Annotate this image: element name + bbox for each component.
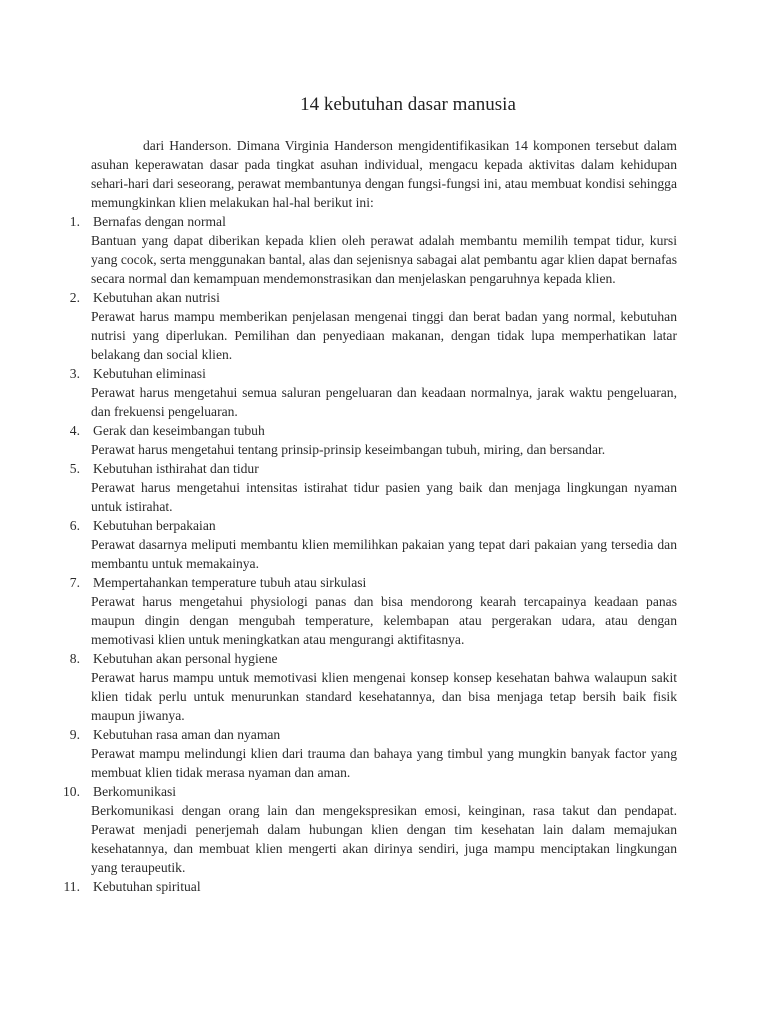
list-item — [0, 725, 768, 782]
document-title: 14 kebutuhan dasar manusia — [300, 94, 516, 115]
item-number: 10. — [63, 784, 80, 799]
item-heading — [0, 877, 768, 896]
item-label: Gerak dan keseimbangan tubuh — [93, 423, 265, 438]
item-heading — [0, 649, 768, 668]
item-description: Perawat harus mengetahui tentang prinsip-prinsip keseimbangan tubuh, miring, dan bersandar. — [91, 442, 606, 457]
item-description: Perawat harus mengetahui semua saluran pengeluaran dan keadaan normalnya, jarak waktu pengeluaran, dan frekuensi pengeluaran. — [91, 385, 677, 419]
item-heading — [0, 212, 768, 231]
item-description: Perawat mampu melindungi klien dari trauma dan bahaya yang timbul yang mungkin banyak factor yang membuat klien tidak merasa nyaman dan aman. — [91, 746, 677, 780]
list-item — [0, 364, 768, 421]
item-description: Perawat harus mampu untuk memotivasi klien mengenai konsep konsep kesehatan bahwa walaupun sakit klien tidak perlu untuk menurunkan standard kesehatannya, dan bisa menjaga tetap bersih baik fisik maupun jiwanya. — [91, 670, 677, 723]
item-number: 11. — [63, 879, 80, 894]
item-label: Kebutuhan akan personal hygiene — [93, 651, 278, 666]
item-label: Bernafas dengan normal — [93, 214, 226, 229]
list-item — [0, 649, 768, 725]
list-item — [0, 573, 768, 649]
item-label: Berkomunikasi — [93, 784, 177, 799]
item-number: 3. — [69, 366, 80, 381]
item-heading — [0, 288, 768, 307]
list-item — [0, 288, 768, 364]
item-label: Kebutuhan akan nutrisi — [93, 290, 220, 305]
item-heading — [0, 782, 768, 801]
list-item — [0, 516, 768, 573]
item-heading — [0, 516, 768, 535]
item-heading — [0, 364, 768, 383]
item-heading — [0, 459, 768, 478]
item-label: Mempertahankan temperature tubuh atau sirkulasi — [93, 575, 367, 590]
list-item — [0, 877, 768, 896]
item-description: Perawat harus mengetahui physiologi panas dan bisa mendorong kearah tercapainya keadaan panas maupun dingin dengan mengubah temperature, kelembapan atau pergerakan udara, atau dengan memotivasi klien untuk meningkatkan atau mengurangi aktifitasnya. — [91, 594, 677, 647]
item-number: 8. — [69, 651, 80, 666]
item-description: Bantuan yang dapat diberikan kepada klien oleh perawat adalah membantu memilih tempat tidur, kursi yang cocok, serta menggunakan bantal, alas dan sejenisnya sabagai alat pembantu agar klien dapat bernafas secara normal dan kemampuan mendemonstrasikan dan menjelaskan pengaruhnya kepada klien. — [91, 233, 677, 286]
needs-list — [0, 212, 768, 896]
list-item — [0, 212, 768, 288]
item-number: 2. — [69, 290, 80, 305]
list-item — [0, 421, 768, 459]
item-label: Kebutuhan rasa aman dan nyaman — [93, 727, 281, 742]
item-heading — [0, 725, 768, 744]
item-label: Kebutuhan berpakaian — [93, 518, 216, 533]
item-number: 9. — [69, 727, 80, 742]
item-number: 7. — [69, 575, 80, 590]
item-description: Perawat dasarnya meliputi membantu klien memilihkan pakaian yang tepat dari pakaian yang tersedia dan membantu untuk memakainya. — [91, 537, 677, 571]
item-label: Kebutuhan spiritual — [93, 879, 201, 894]
item-number: 6. — [69, 518, 80, 533]
item-heading — [0, 421, 768, 440]
item-description: Berkomunikasi dengan orang lain dan mengekspresikan emosi, keinginan, rasa takut dan pendapat. Perawat menjadi penerjemah dalam hubungan klien dengan tim kesehatan lain dalam memajukan kesehatannya, dan membuat klien mengerti akan dirinya sendiri, juga mampu menciptakan lingkungan yang teraupeutik. — [91, 803, 677, 875]
intro-paragraph: dari Handerson. Dimana Virginia Handerson mengidentifikasikan 14 komponen tersebut dalam asuhan keperawatan dasar pada tingkat asuhan individual, mengacu kepada aktivitas dalam kehidupan sehari-hari dari seseorang, perawat membantunya dengan fungsi-fungsi ini, atau membuat kondisi sehingga memungkinkan klien melakukan hal-hal berikut ini: — [91, 138, 677, 210]
item-number: 1. — [69, 214, 80, 229]
item-number: 5. — [69, 461, 80, 476]
item-number: 4. — [69, 423, 80, 438]
item-heading — [0, 573, 768, 592]
list-item — [0, 459, 768, 516]
item-label: Kebutuhan isthirahat dan tidur — [93, 461, 259, 476]
item-description: Perawat harus mengetahui intensitas istirahat tidur pasien yang baik dan menjaga lingkungan nyaman untuk istirahat. — [91, 480, 677, 514]
item-description: Perawat harus mampu memberikan penjelasan mengenai tinggi dan berat badan yang normal, kebutuhan nutrisi yang diperlukan. Pemilihan dan penyediaan makanan, dengan tidak lupa memperhatikan latar belakang dan social klien. — [91, 309, 677, 362]
list-item — [0, 782, 768, 877]
item-label: Kebutuhan eliminasi — [93, 366, 206, 381]
